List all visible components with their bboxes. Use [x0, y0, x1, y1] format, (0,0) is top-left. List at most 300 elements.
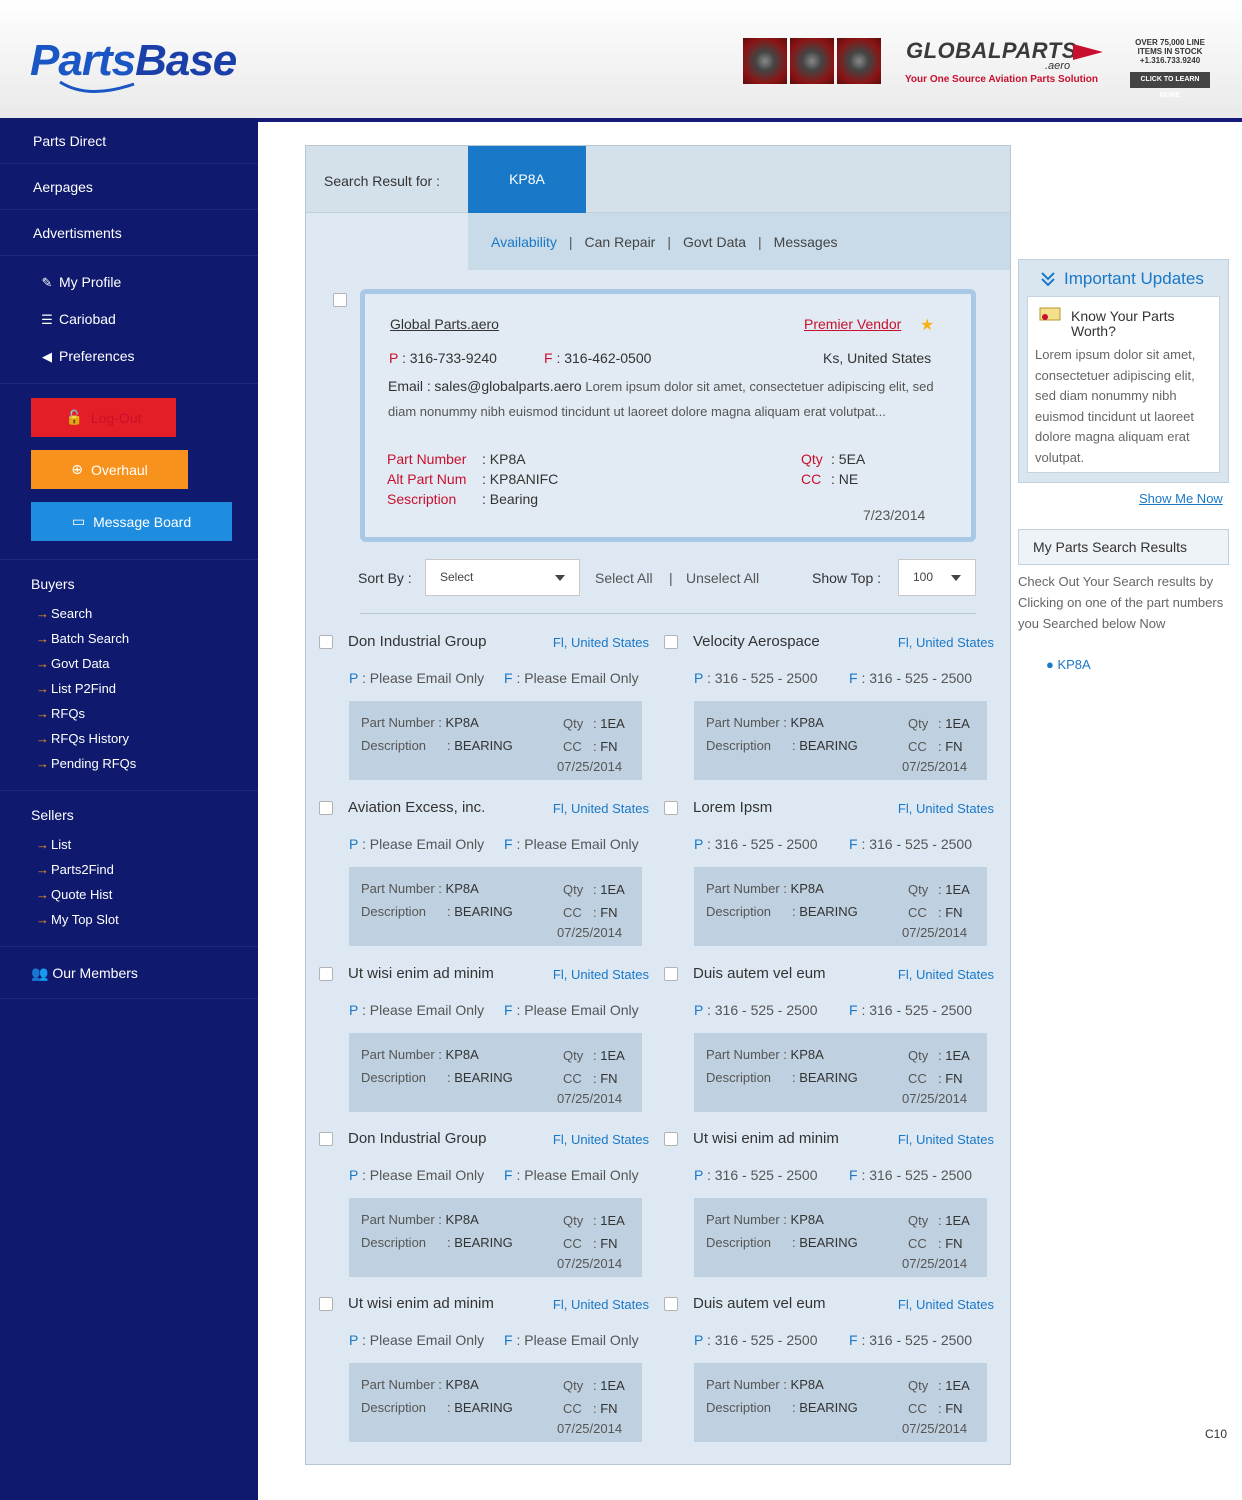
result-location[interactable]: Fl, United States	[552, 635, 649, 650]
result-location[interactable]: Fl, United States	[897, 1132, 994, 1147]
description-value: BEARING	[454, 1235, 513, 1250]
featured-qty-details	[801, 449, 865, 489]
result-date: 07/25/2014	[902, 925, 968, 940]
description-label: Description	[361, 1235, 427, 1250]
show-top-label: Show Top :	[812, 570, 882, 586]
part-number-label: Part Number :	[706, 881, 787, 896]
cc-label: CC	[908, 1071, 927, 1086]
tab-separator: |	[667, 233, 671, 250]
description-row: Description : BEARING	[361, 904, 513, 919]
featured-phone	[389, 350, 497, 366]
arrow-right-icon: →	[36, 606, 49, 621]
sellers-section	[0, 791, 258, 947]
result-part-box	[694, 701, 987, 780]
buyers-item-search[interactable]	[0, 601, 258, 626]
featured-vendor-name[interactable]: Global Parts.aero	[390, 316, 499, 332]
ad-learn-more-button[interactable]: CLICK TO LEARN MORE	[1130, 72, 1210, 88]
fax-value: : 316 - 525 - 2500	[861, 836, 972, 852]
sellers-item-my-top-slot[interactable]	[0, 907, 258, 932]
qty-row: Qty : 1EA	[908, 1048, 970, 1063]
result-checkbox[interactable]	[664, 967, 678, 981]
cc-row: CC : FN	[563, 1071, 618, 1086]
arrow-right-icon: →	[36, 862, 49, 877]
result-phone	[694, 1167, 818, 1183]
lock-icon: 🔓	[65, 409, 83, 425]
sidebar-item-advertisments[interactable]: Advertisments	[0, 210, 258, 256]
description-row: Description : BEARING	[361, 1070, 513, 1085]
phone-label: P	[389, 350, 399, 366]
result-part-box	[694, 1363, 987, 1442]
result-location[interactable]: Fl, United States	[897, 1297, 994, 1312]
description-label: Description	[361, 1400, 427, 1415]
phone-label: P	[349, 1167, 359, 1183]
cc-value: FN	[600, 739, 618, 754]
result-vendor-name[interactable]: Aviation Excess, inc.	[348, 799, 486, 816]
featured-fax	[544, 350, 651, 366]
description-label: Description	[706, 1070, 772, 1085]
sellers-item-label: Parts2Find	[51, 862, 114, 877]
part-number-row	[361, 1377, 479, 1392]
part-number-label: Part Number :	[361, 1377, 442, 1392]
phone-value: : Please Email Only	[361, 670, 485, 686]
result-date: 07/25/2014	[557, 1256, 623, 1271]
sort-by-label: Sort By :	[358, 570, 412, 586]
qty-value: 1EA	[945, 1213, 970, 1228]
fax-label: F	[504, 1167, 513, 1183]
part-number-row	[706, 1047, 824, 1062]
sidebar-item-cariobad[interactable]	[0, 301, 258, 338]
qty-value: 1EA	[945, 1378, 970, 1393]
cc-row: CC : FN	[908, 1071, 963, 1086]
fax-value: : Please Email Only	[516, 1167, 639, 1183]
sellers-item-quote-hist[interactable]	[0, 882, 258, 907]
result-location[interactable]: Fl, United States	[552, 1132, 649, 1147]
cc-row: CC : FN	[563, 739, 618, 754]
result-vendor-name[interactable]: Ut wisi enim ad minim	[348, 1295, 494, 1312]
message-icon: ▭	[71, 513, 86, 529]
select-all-link[interactable]: Select All	[595, 570, 653, 586]
cc-value: FN	[945, 905, 963, 920]
qty-row: Qty : 1EA	[563, 716, 625, 731]
phone-label: P	[349, 836, 359, 852]
fax-label: F	[544, 350, 553, 366]
result-vendor-name[interactable]: Ut wisi enim ad minim	[348, 965, 494, 982]
result-fax	[849, 1332, 972, 1348]
members-icon: 👥	[31, 965, 53, 981]
qty-row: Qty : 1EA	[908, 882, 970, 897]
result-checkbox[interactable]	[664, 1132, 678, 1146]
part-number-value: KP8A	[790, 715, 824, 730]
qty-value: 1EA	[945, 1048, 970, 1063]
qty-value: 1EA	[945, 882, 970, 897]
arrow-right-icon: →	[36, 656, 49, 671]
my-parts-search-results-title: My Parts Search Results	[1018, 529, 1229, 565]
part-number-label: Part Number	[387, 451, 467, 467]
description-row: Description : BEARING	[361, 1400, 513, 1415]
buyers-item-label: List P2Find	[51, 681, 117, 696]
ad-tagline: Your One Source Aviation Parts Solution	[905, 74, 1098, 85]
result-card	[319, 795, 649, 955]
part-number-value: KP8A	[790, 881, 824, 896]
result-location[interactable]: Fl, United States	[552, 1297, 649, 1312]
fax-value: : Please Email Only	[516, 1332, 639, 1348]
result-date: 07/25/2014	[557, 1091, 623, 1106]
tab-separator: |	[758, 233, 762, 250]
qty-row: Qty : 1EA	[908, 1213, 970, 1228]
featured-date: 7/23/2014	[863, 507, 926, 523]
result-checkbox[interactable]	[319, 1132, 333, 1146]
qty-row: Qty : 1EA	[563, 1048, 625, 1063]
qty-value: 1EA	[600, 1213, 625, 1228]
phone-value: : Please Email Only	[361, 836, 485, 852]
important-updates-widget	[1018, 259, 1229, 483]
result-checkbox[interactable]	[319, 801, 333, 815]
tab-separator: |	[568, 233, 573, 250]
arrow-right-icon: →	[36, 912, 49, 927]
qty-row: Qty : 1EA	[908, 1378, 970, 1393]
part-number-value: KP8A	[445, 1212, 479, 1227]
part-number-row	[361, 881, 479, 896]
result-phone	[694, 836, 818, 852]
megaphone-icon: ◀	[42, 348, 52, 364]
buyers-title: Buyers	[31, 576, 75, 592]
sidebar-item-our-members[interactable]	[0, 947, 258, 999]
result-location[interactable]: Fl, United States	[897, 635, 994, 650]
result-date: 07/25/2014	[557, 1421, 623, 1436]
fax-label: F	[504, 836, 513, 852]
buyers-item-batch-search[interactable]	[0, 626, 258, 651]
result-checkbox[interactable]	[664, 801, 678, 815]
divider	[360, 613, 976, 614]
my-parts-result-link[interactable]: ● KP8A	[1046, 657, 1091, 672]
description-value: BEARING	[799, 1235, 858, 1250]
fax-label: F	[849, 1002, 858, 1018]
result-phone	[349, 1002, 484, 1018]
result-vendor-name[interactable]: Don Industrial Group	[348, 1130, 487, 1147]
sidebar-action-buttons	[0, 384, 258, 560]
result-card	[664, 1291, 994, 1451]
cc-row: CC : FN	[908, 905, 963, 920]
description-label: Description	[361, 1070, 427, 1085]
phone-value: : Please Email Only	[361, 1167, 485, 1183]
fax-value: : Please Email Only	[516, 1002, 639, 1018]
sellers-title: Sellers	[31, 807, 74, 823]
phone-value: : Please Email Only	[361, 1332, 485, 1348]
overhaul-label: Overhaul	[90, 461, 148, 478]
result-fax	[504, 1002, 639, 1018]
part-number-label: Part Number :	[361, 881, 442, 896]
result-part-box	[349, 701, 642, 780]
fax-value: : 316 - 525 - 2500	[861, 1167, 972, 1183]
featured-part-details	[387, 449, 558, 509]
description-label: Description	[361, 904, 427, 919]
result-checkbox[interactable]	[664, 1297, 678, 1311]
result-vendor-name[interactable]: Velocity Aerospace	[693, 633, 820, 650]
keyword-tab[interactable]: KP8A	[468, 146, 586, 213]
fax-label: F	[849, 836, 858, 852]
sort-by-select[interactable]: Select	[425, 559, 580, 596]
fax-value: : 316-462-0500	[556, 350, 652, 366]
qty-value: 1EA	[945, 716, 970, 731]
globalparts-ad-banner[interactable]	[743, 38, 1215, 99]
tab-govt-data[interactable]: Govt Data	[683, 233, 747, 250]
cc-value: FN	[945, 739, 963, 754]
logo-text-1: Parts	[30, 36, 136, 85]
result-checkbox[interactable]	[319, 967, 333, 981]
result-phone	[349, 1332, 484, 1348]
buyers-item-govt-data[interactable]	[0, 651, 258, 676]
result-card	[319, 1126, 649, 1286]
description-row: Description : BEARING	[706, 1400, 858, 1415]
description-label: Description	[706, 1400, 772, 1415]
qty-value: 1EA	[600, 882, 625, 897]
result-location[interactable]: Fl, United States	[897, 801, 994, 816]
result-date: 07/25/2014	[902, 1256, 968, 1271]
unselect-all-link[interactable]: Unselect All	[686, 570, 760, 586]
cc-row: CC : FN	[563, 905, 618, 920]
part-number-row	[706, 1377, 824, 1392]
result-part-box	[694, 1033, 987, 1112]
result-card	[664, 961, 994, 1121]
qty-row: Qty : 1EA	[563, 1213, 625, 1228]
fax-label: F	[849, 1167, 858, 1183]
buyers-item-label: Batch Search	[51, 631, 130, 646]
updates-heading: Know Your Parts Worth?	[1071, 308, 1175, 339]
sellers-item-parts2find[interactable]	[0, 857, 258, 882]
fax-label: F	[504, 1002, 513, 1018]
result-checkbox[interactable]	[664, 635, 678, 649]
part-number-label: Part Number :	[706, 1212, 787, 1227]
cc-row: CC : FN	[908, 1401, 963, 1416]
result-fax	[504, 670, 639, 686]
cc-row: CC : FN	[563, 1401, 618, 1416]
part-number-label: Part Number :	[361, 1047, 442, 1062]
buyers-item-label: Pending RFQs	[51, 756, 137, 771]
overhaul-button[interactable]	[31, 450, 188, 489]
tab-availability[interactable]: Availability	[491, 233, 557, 250]
cc-label: CC	[908, 905, 927, 920]
result-date: 07/25/2014	[902, 1091, 968, 1106]
qty-value: 1EA	[600, 1048, 625, 1063]
featured-description	[388, 374, 948, 424]
description-value: BEARING	[454, 1400, 513, 1415]
buyers-item-rfqs[interactable]	[0, 701, 258, 726]
part-number-row	[361, 1047, 479, 1062]
part-number-value: KP8A	[445, 881, 479, 896]
fax-value: : Please Email Only	[516, 836, 639, 852]
buyers-item-pending-rfqs[interactable]	[0, 751, 258, 776]
result-part-box	[694, 1198, 987, 1277]
logout-button[interactable]	[31, 398, 176, 437]
result-vendor-name[interactable]: Duis autem vel eum	[693, 965, 826, 982]
part-number-row	[361, 715, 479, 730]
result-vendor-name[interactable]: Don Industrial Group	[348, 633, 487, 650]
cc-label: CC	[563, 739, 582, 754]
cc-row: CC : FN	[563, 1236, 618, 1251]
arrow-right-icon: →	[36, 837, 49, 852]
description-value: BEARING	[454, 738, 513, 753]
description-row: Description : BEARING	[706, 738, 858, 753]
phone-label: P	[349, 1332, 359, 1348]
fax-value: : 316 - 525 - 2500	[861, 1002, 972, 1018]
phone-label: P	[694, 1002, 704, 1018]
result-fax	[504, 1167, 639, 1183]
result-fax	[849, 670, 972, 686]
description-value: BEARING	[454, 904, 513, 919]
certificate-icon	[1039, 307, 1061, 323]
edit-icon: ✎	[41, 274, 53, 290]
part-number-row	[706, 715, 824, 730]
qty-label: Qty	[563, 716, 584, 731]
result-phone	[694, 1332, 818, 1348]
part-number-row	[706, 1212, 824, 1227]
phone-label: P	[694, 670, 704, 686]
result-location[interactable]: Fl, United States	[552, 801, 649, 816]
sidebar-item-label: Cariobad	[59, 311, 116, 327]
arrow-right-icon: →	[36, 756, 49, 771]
qty-label: Qty	[908, 1213, 929, 1228]
phone-value: : 316 - 525 - 2500	[706, 836, 818, 852]
description-label: Description	[706, 1235, 772, 1250]
ad-sub: .aero	[1045, 60, 1071, 72]
result-tabs	[468, 213, 1010, 270]
buyers-item-label: Search	[51, 606, 93, 621]
description-row: Description : BEARING	[706, 904, 858, 919]
result-part-box	[349, 1363, 642, 1442]
fax-label: F	[504, 1332, 513, 1348]
featured-location: Ks, United States	[823, 350, 932, 366]
result-location[interactable]: Fl, United States	[552, 967, 649, 982]
show-top-select[interactable]: 100	[898, 559, 976, 596]
result-date: 07/25/2014	[557, 759, 623, 774]
result-card	[664, 629, 994, 789]
tab-messages[interactable]: Messages	[773, 233, 838, 250]
sellers-item-label: My Top Slot	[51, 912, 119, 927]
phone-label: P	[349, 670, 359, 686]
double-chevron-down-icon[interactable]	[1039, 270, 1057, 288]
cc-value: FN	[600, 905, 618, 920]
arrow-right-icon: →	[36, 706, 49, 721]
description-label: Description	[706, 904, 772, 919]
part-number-value: : KP8A	[482, 451, 526, 467]
description-text: Lorem ipsum dolor sit amet, consectetuer adipiscing elit, sed diam nonummy nibh euismod tincidunt ut laoreet dolore magna aliquam erat volutpat...	[388, 379, 934, 419]
part-number-label: Part Number :	[706, 1377, 787, 1392]
arrow-right-icon: →	[36, 681, 49, 696]
description-label: Description	[361, 738, 427, 753]
description-value: BEARING	[454, 1070, 513, 1085]
qty-label: Qty	[908, 716, 929, 731]
result-date: 07/25/2014	[902, 759, 968, 774]
updates-body: Lorem ipsum dolor sit amet, consectetuer adipiscing elit, sed diam nonummy nibh euismod tincidunt ut laoreet dolore magna aliquam erat volutpat.	[1035, 347, 1196, 465]
alt-part-label: Alt Part Num	[387, 471, 467, 487]
sellers-item-label: List	[51, 837, 72, 852]
cc-value: FN	[600, 1071, 618, 1086]
sidebar-item-label: Preferences	[59, 348, 135, 364]
page-code: C10	[1205, 1427, 1228, 1441]
cc-label: CC	[563, 905, 582, 920]
phone-label: P	[694, 836, 704, 852]
result-vendor-name[interactable]: Duis autem vel eum	[693, 1295, 826, 1312]
show-me-now-link[interactable]: Show Me Now	[1139, 491, 1223, 506]
result-part-box	[349, 1198, 642, 1277]
result-fax	[849, 1002, 972, 1018]
tab-can-repair[interactable]: Can Repair	[584, 233, 656, 250]
sidebar-item-preferences[interactable]	[0, 338, 258, 375]
qty-row: Qty : 1EA	[563, 1378, 625, 1393]
alt-part-value: : KP8ANIFC	[482, 471, 559, 487]
sidebar-item-my-profile[interactable]	[0, 264, 258, 301]
result-part-box	[349, 867, 642, 946]
result-phone	[349, 670, 484, 686]
phone-label: P	[694, 1167, 704, 1183]
qty-label: Qty	[563, 882, 584, 897]
email-label: Email :	[388, 378, 431, 394]
qty-label: Qty	[563, 1213, 584, 1228]
buyers-item-list-p2find[interactable]	[0, 676, 258, 701]
part-number-row	[706, 881, 824, 896]
featured-vendor-card	[360, 289, 976, 542]
result-vendor-name[interactable]: Lorem Ipsm	[693, 799, 773, 816]
result-location[interactable]: Fl, United States	[897, 967, 994, 982]
sellers-item-list[interactable]	[0, 832, 258, 857]
description-row: Description : BEARING	[361, 738, 513, 753]
result-card	[664, 1126, 994, 1286]
fax-value: : 316 - 525 - 2500	[861, 670, 972, 686]
qty-label: Qty	[908, 882, 929, 897]
part-number-label: Part Number :	[706, 1047, 787, 1062]
sort-bar	[358, 559, 978, 597]
sidebar-item-parts-direct[interactable]: Parts Direct	[0, 118, 258, 164]
premier-vendor-badge[interactable]: Premier Vendor	[804, 316, 902, 332]
email-value[interactable]: sales@globalparts.aero	[434, 378, 582, 394]
result-part-box	[349, 1033, 642, 1112]
result-vendor-name[interactable]: Ut wisi enim ad minim	[693, 1130, 839, 1147]
sidebar-item-aerpages[interactable]: Aerpages	[0, 164, 258, 210]
ad-parts-image	[743, 38, 881, 84]
updates-content	[1027, 296, 1220, 473]
part-number-value: KP8A	[445, 1047, 479, 1062]
description-value: BEARING	[799, 1400, 858, 1415]
message-board-button[interactable]	[31, 502, 232, 541]
panel-header	[306, 146, 1010, 213]
buyers-item-rfqs-history[interactable]	[0, 726, 258, 751]
phone-value: : Please Email Only	[361, 1002, 485, 1018]
sescription-label: Sescription	[387, 491, 457, 507]
buyers-item-label: Govt Data	[51, 656, 110, 671]
header-divider	[258, 118, 1242, 122]
qty-label: Qty	[908, 1048, 929, 1063]
cc-row: CC : FN	[908, 739, 963, 754]
featured-checkbox[interactable]	[333, 293, 347, 307]
my-parts-result-label: KP8A	[1057, 657, 1091, 672]
description-value: BEARING	[799, 738, 858, 753]
part-number-label: Part Number :	[361, 1212, 442, 1227]
description-row: Description : BEARING	[361, 1235, 513, 1250]
result-checkbox[interactable]	[319, 635, 333, 649]
qty-label: Qty	[801, 451, 823, 467]
cc-value: FN	[600, 1236, 618, 1251]
fax-label: F	[504, 670, 513, 686]
fax-value: : Please Email Only	[516, 670, 639, 686]
cc-label: CC	[908, 1236, 927, 1251]
result-card	[319, 629, 649, 789]
arrow-right-icon: →	[36, 887, 49, 902]
cc-label: CC	[563, 1071, 582, 1086]
result-phone	[694, 1002, 818, 1018]
arrow-right-icon: →	[36, 731, 49, 746]
result-checkbox[interactable]	[319, 1297, 333, 1311]
ad-arrow-icon	[1073, 44, 1103, 60]
